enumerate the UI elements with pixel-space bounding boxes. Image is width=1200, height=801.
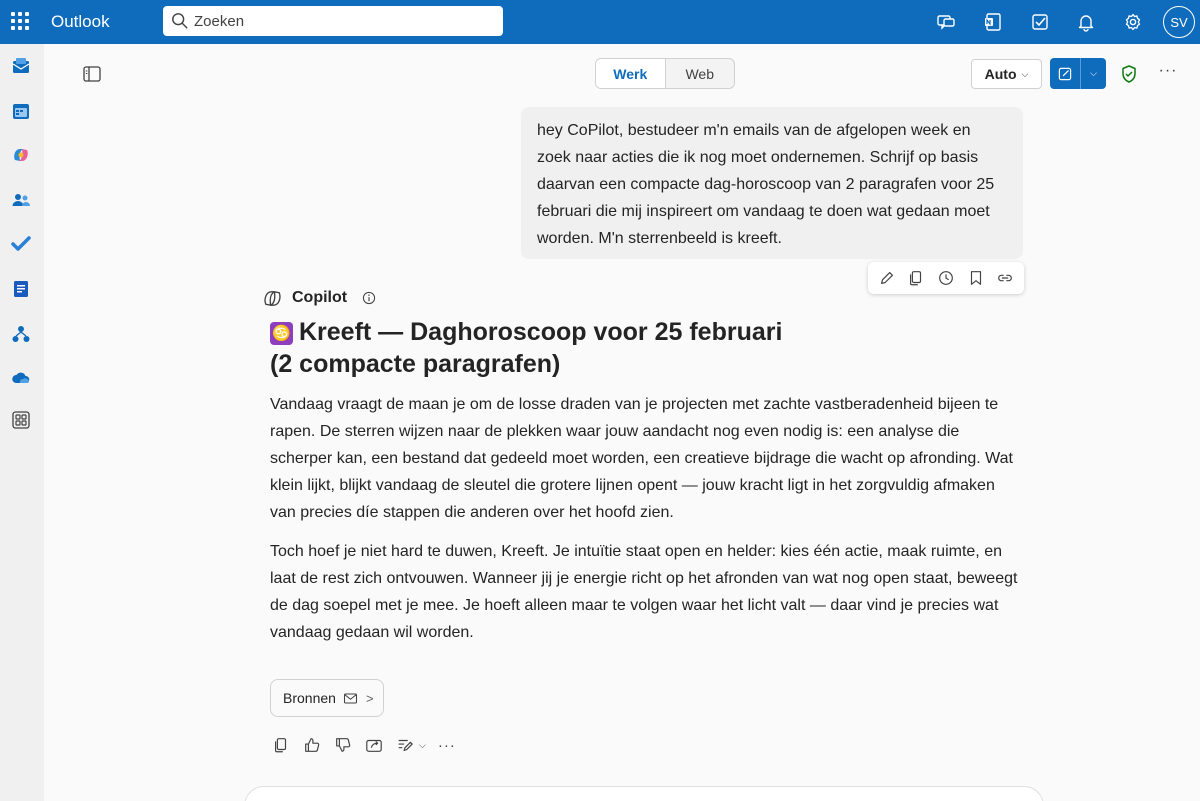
- top-bar: [0, 0, 1200, 44]
- new-chat-button[interactable]: [1050, 58, 1106, 89]
- chevron-down-icon: ⌵: [1021, 68, 1029, 79]
- chevron-down-icon[interactable]: ⌵: [419, 739, 426, 750]
- info-icon[interactable]: [361, 290, 377, 306]
- avatar[interactable]: SV: [1163, 6, 1195, 38]
- search-box[interactable]: [163, 6, 503, 36]
- copy-icon[interactable]: [270, 734, 292, 756]
- app-title[interactable]: Outlook: [51, 12, 110, 31]
- response-paragraph-1: Vandaag vraagt de maan je om de losse draden van je projecten met zachte vastberadenheid bijeen te rapen. De sterren wijzen naar de plekken waar jouw aandacht nog even nodig is: een analyse die scherper kan, een bestand dat gedeeld moet worden, een creatieve bijdrage die wacht op afronding. Wat klein lijkt, blijkt vandaag de sleutel die grotere lijnen opent — jouw kracht ligt in het zorgvuldig afmaken van precies díe stappen die anderen over het hoofd zien.: [270, 396, 1013, 521]
- tab-web[interactable]: Web: [685, 65, 715, 82]
- people-icon[interactable]: [10, 189, 32, 211]
- word-icon[interactable]: [10, 278, 32, 300]
- user-message: hey CoPilot, bestudeer m'n emails van de afgelopen week en zoek naar acties die ik nog moet ondernemen. Schrijf op basis daarvan een compacte dag-horoscoop van 2 paragrafen voor 25 februari die mij inspireert om vandaag te doen wat gedaan moet worden. M'n sterrenbeeld is kreeft.: [521, 107, 1023, 259]
- clock-icon[interactable]: [936, 268, 956, 288]
- more-options-icon[interactable]: ···: [1158, 62, 1178, 79]
- tab-werk[interactable]: Werk: [596, 59, 666, 88]
- mode-label: Auto: [984, 66, 1017, 82]
- share-icon[interactable]: [363, 734, 385, 756]
- thumbs-down-icon[interactable]: [332, 734, 354, 756]
- apps-icon[interactable]: [10, 409, 32, 431]
- search-icon: [171, 12, 189, 30]
- link-icon[interactable]: [995, 268, 1015, 288]
- edit-icon[interactable]: [877, 268, 897, 288]
- app-launcher-icon[interactable]: [10, 11, 30, 31]
- compose-icon[interactable]: [1050, 58, 1081, 89]
- copy-icon[interactable]: [906, 268, 926, 288]
- response-title-text: Kreeft — Daghoroscoop voor 25 februari (2 compacte paragrafen): [270, 318, 783, 378]
- bookmark-icon[interactable]: [966, 268, 986, 288]
- chat-composer[interactable]: [244, 786, 1044, 801]
- mail-icon: [343, 691, 358, 706]
- org-icon[interactable]: [10, 323, 32, 345]
- more-options-icon[interactable]: ···: [437, 736, 456, 754]
- copilot-logo-icon: [261, 287, 284, 310]
- gear-icon[interactable]: [1121, 10, 1145, 34]
- onenote-icon[interactable]: [981, 10, 1005, 34]
- onedrive-icon[interactable]: [10, 367, 32, 389]
- chevron-down-icon[interactable]: ⌵: [1090, 68, 1097, 78]
- shield-check-icon[interactable]: [1119, 64, 1139, 84]
- mode-dropdown[interactable]: [971, 59, 1042, 89]
- thumbs-up-icon[interactable]: [301, 734, 323, 756]
- cancer-zodiac-icon: ♋: [270, 322, 293, 345]
- response-title: [270, 316, 790, 380]
- sources-button[interactable]: [270, 679, 384, 717]
- scope-toggle: [595, 58, 735, 89]
- response-paragraph-2: Toch hoef je niet hard te duwen, Kreeft. Je intuïtie staat open en helder: kies één actie, maak ruimte, en laat de rest zich ontvouwen. Wanneer jij je energie richt op het afronden van wat nog open staat, beweegt de dag soepel met je mee. Je hoeft alleen maar te volgen waar het licht valt — daar vind je precies wat vandaag gedaan wil worden.: [270, 543, 1018, 641]
- chevron-right-icon: >: [365, 690, 374, 706]
- mail-icon[interactable]: [10, 55, 32, 77]
- copilot-icon[interactable]: [10, 144, 32, 166]
- panel-toggle-icon[interactable]: [82, 64, 102, 84]
- edit-in-pages-icon[interactable]: [394, 734, 416, 756]
- message-actions: [868, 262, 1024, 294]
- copilot-chat-pane: [44, 44, 1200, 801]
- tasks-check-icon[interactable]: [1028, 10, 1052, 34]
- response-author: Copilot: [292, 289, 348, 306]
- todo-icon[interactable]: [10, 233, 32, 255]
- response-header: [261, 286, 377, 310]
- teams-chat-icon[interactable]: [934, 10, 958, 34]
- calendar-icon[interactable]: [10, 100, 32, 122]
- app-rail: [0, 44, 44, 801]
- search-input[interactable]: [194, 13, 484, 30]
- sources-label: Bronnen: [283, 690, 336, 706]
- bell-icon[interactable]: [1074, 10, 1098, 34]
- response-actions: [270, 734, 456, 756]
